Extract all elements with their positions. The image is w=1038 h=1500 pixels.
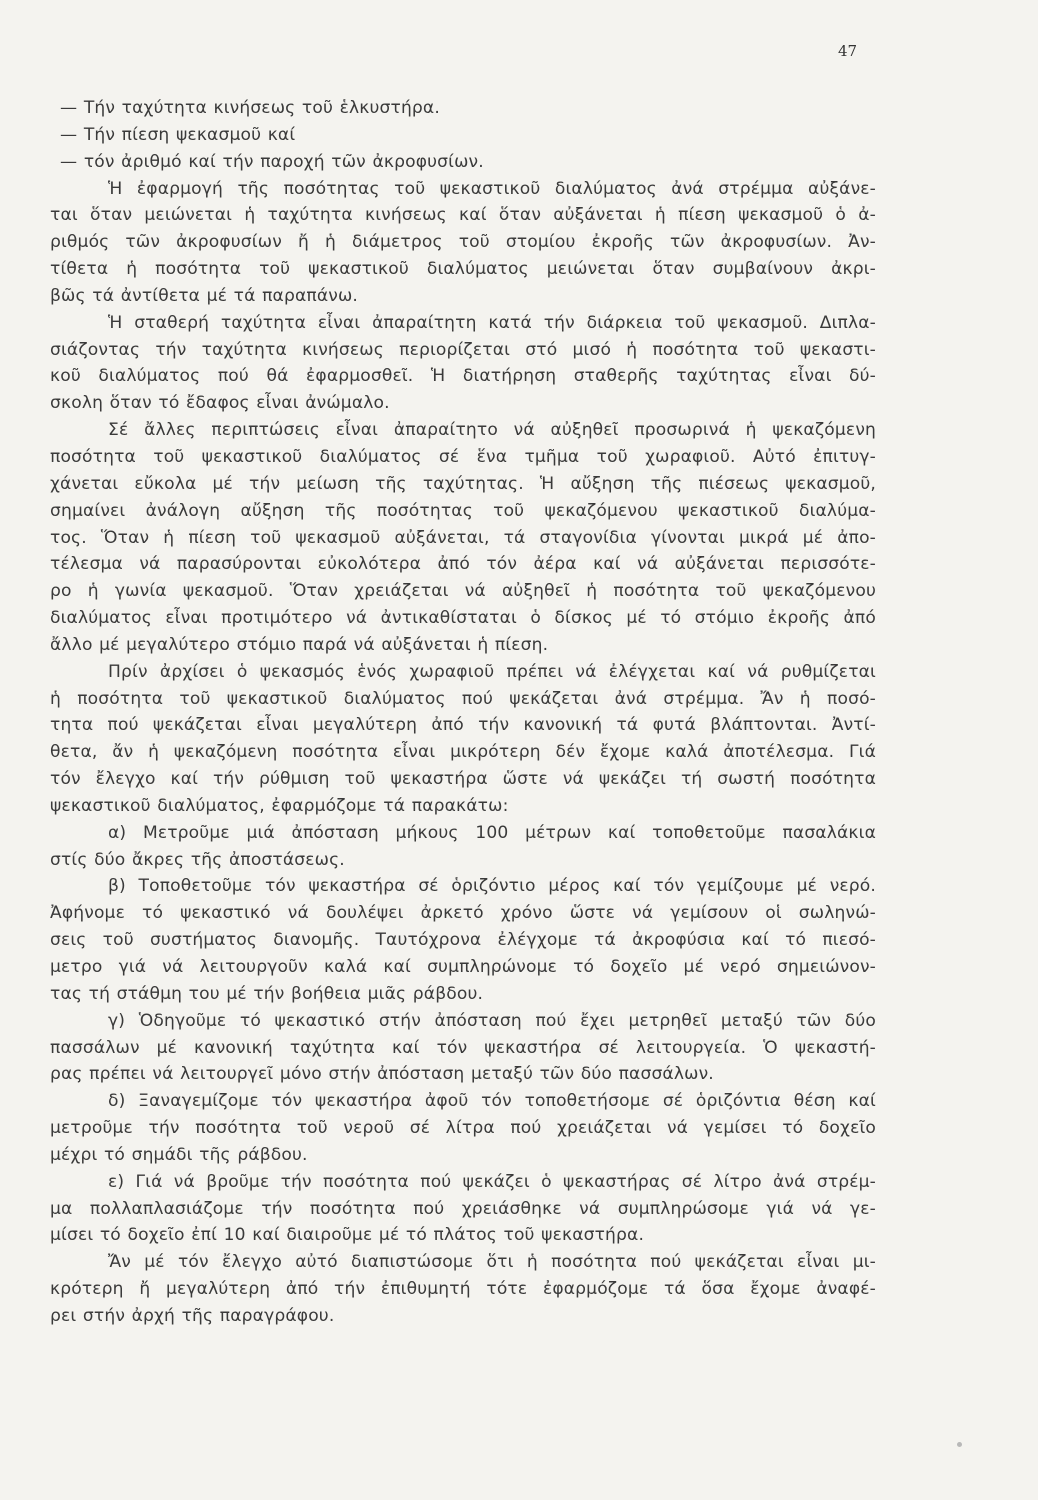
text-line: θετα, ἄν ἡ ψεκαζόμενη ποσότητα εἶναι μικρότερη δέν ἔχομε καλά ἀποτέλεσμα. Γιά — [50, 742, 876, 763]
text-line: ψεκαστικοῦ διαλύματος, ἐφαρμόζομε τά παρακάτω: — [50, 795, 509, 816]
text-line: ἡ ποσότητα τοῦ ψεκαστικοῦ διαλύματος πού ψεκάζεται ἀνά στρέμμα. Ἄν ἡ ποσό- — [50, 688, 876, 709]
text-line: ρει στήν ἀρχή τῆς παραγράφου. — [50, 1305, 335, 1326]
text-line: μετροῦμε τήν ποσότητα τοῦ νεροῦ σέ λίτρα πού χρειάζεται νά γεμίσει τό δοχεῖο — [50, 1118, 876, 1139]
text-line: σκολη ὅταν τό ἔδαφος εἶναι ἀνώμαλο. — [50, 393, 390, 414]
text-line: — Τήν ταχύτητα κινήσεως τοῦ ἑλκυστήρα. — [60, 98, 440, 118]
text-line: σεις τοῦ συστήματος διανομῆς. Ταυτόχρονα ἐλέγχομε τά ἀκροφύσια καί τό πιεσό- — [50, 930, 876, 951]
text-line: ε) Γιά νά βροῦμε τήν ποσότητα πού ψεκάζει ὁ ψεκαστήρας σέ λίτρο ἀνά στρέμ- — [108, 1171, 876, 1192]
text-line: τητα πού ψεκάζεται εἶναι μεγαλύτερη ἀπό τήν κανονική τά φυτά βλάπτονται. Ἀντί- — [50, 715, 876, 736]
text-line: μέχρι τό σημάδι τῆς ράβδου. — [50, 1144, 308, 1165]
text-line: α) Μετροῦμε μιά ἀπόσταση μήκους 100 μέτρων καί τοποθετοῦμε πασαλάκια — [108, 822, 876, 843]
text-line: δ) Ξαναγεμίζομε τόν ψεκαστήρα ἀφοῦ τόν τοποθετήσομε σέ ὁριζόντια θέση καί — [108, 1091, 876, 1112]
text-line: στίς δύο ἄκρες τῆς ἀποστάσεως. — [50, 849, 345, 870]
text-line: ρο ἡ γωνία ψεκασμοῦ. Ὅταν χρειάζεται νά αὐξηθεῖ ἡ ποσότητα τοῦ ψεκαζόμενου — [50, 581, 876, 602]
text-line: σημαίνει ἀνάλογη αὔξηση τῆς ποσότητας τοῦ ψεκαζόμενου ψεκαστικοῦ διαλύμα- — [50, 500, 876, 521]
text-line: τας τή στάθμη του μέ τήν βοήθεια μιᾶς ράβδου. — [50, 983, 484, 1004]
text-line: πασσάλων μέ κανονική ταχύτητα καί τόν ψεκαστήρα σέ λειτουργεία. Ὁ ψεκαστή- — [50, 1037, 876, 1058]
text-line: ται ὅταν μειώνεται ἡ ταχύτητα κινήσεως καί ὅταν αὐξάνεται ἡ πίεση ψεκασμοῦ ὁ ἀ- — [50, 205, 876, 226]
text-line: Σέ ἄλλες περιπτώσεις εἶναι ἀπαραίτητο νά αὐξηθεῖ προσωρινά ἡ ψεκαζόμενη — [108, 420, 876, 441]
text-line: διαλύματος εἶναι προτιμότερο νά ἀντικαθίσταται ὁ δίσκος μέ τό στόμιο ἐκροῆς ἀπό — [50, 608, 876, 629]
text-line: ποσότητα τοῦ ψεκαστικοῦ διαλύματος σέ ἕνα τμῆμα τοῦ χωραφιοῦ. Αὐτό ἐπιτυγ- — [50, 446, 876, 467]
text-line: τέλεσμα νά παρασύρονται εὐκολότερα ἀπό τόν ἀέρα καί νά αὐξάνεται περισσότε- — [50, 554, 876, 575]
text-line: κρότερη ἤ μεγαλύτερη ἀπό τήν ἐπιθυμητή τότε ἐφαρμόζομε τά ὅσα ἔχομε ἀναφέ- — [50, 1279, 876, 1300]
text-line: μετρο γιά νά λειτουργοῦν καλά καί συμπληρώνομε τό δοχεῖο μέ νερό σημειώνον- — [50, 957, 876, 977]
text-line: Ἡ σταθερή ταχύτητα εἶναι ἀπαραίτητη κατά τήν διάρκεια τοῦ ψεκασμοῦ. Διπλα- — [108, 312, 876, 333]
text-line: χάνεται εὔκολα μέ τήν μείωση τῆς ταχύτητας. Ἡ αὔξηση τῆς πιέσεως ψεκασμοῦ, — [50, 473, 876, 494]
page-number: 47 — [838, 42, 858, 60]
text-line: βῶς τά ἀντίθετα μέ τά παραπάνω. — [50, 285, 358, 306]
text-line: β) Τοποθετοῦμε τόν ψεκαστήρα σέ ὁριζόντιο μέρος καί τόν γεμίζουμε μέ νερό. — [108, 876, 876, 897]
text-line: τίθετα ἡ ποσότητα τοῦ ψεκαστικοῦ διαλύματος μειώνεται ὅταν συμβαίνουν ἀκρι- — [50, 259, 876, 280]
text-line: κοῦ διαλύματος πού θά ἐφαρμοσθεῖ. Ἡ διατήρηση σταθερῆς ταχύτητας εἶναι δύ- — [50, 366, 876, 387]
text-line: γ) Ὁδηγοῦμε τό ψεκαστικό στήν ἀπόσταση πού ἔχει μετρηθεῖ μεταξύ τῶν δύο — [108, 1010, 876, 1031]
text-line: Πρίν ἀρχίσει ὁ ψεκασμός ἑνός χωραφιοῦ πρέπει νά ἐλέγχεται καί νά ρυθμίζεται — [108, 661, 876, 682]
text-line: μίσει τό δοχεῖο ἐπί 10 καί διαιροῦμε μέ τό πλάτος τοῦ ψεκαστήρα. — [50, 1225, 645, 1246]
scan-speck — [957, 1442, 962, 1447]
text-line: Ἡ ἐφαρμογή τῆς ποσότητας τοῦ ψεκαστικοῦ διαλύματος ἀνά στρέμμα αὐξάνε- — [108, 178, 876, 199]
text-line: Ἀφήνομε τό ψεκαστικό νά δουλέψει ἀρκετό χρόνο ὥστε νά γεμίσουν οἱ σωληνώ- — [50, 903, 876, 924]
text-line: τόν ἔλεγχο καί τήν ρύθμιση τοῦ ψεκαστήρα ὥστε νά ψεκάζει τή σωστή ποσότητα — [50, 769, 876, 790]
text-line: Ἄν μέ τόν ἔλεγχο αὐτό διαπιστώσομε ὅτι ἡ ποσότητα πού ψεκάζεται εἶναι μι- — [108, 1252, 876, 1273]
text-line: ριθμός τῶν ἀκροφυσίων ἤ ἡ διάμετρος τοῦ στομίου ἐκροῆς τῶν ἀκροφυσίων. Ἀν- — [50, 232, 876, 253]
text-line: μα πολλαπλασιάζομε τήν ποσότητα πού χρειάσθηκε νά συμπληρώσομε γιά νά γε- — [50, 1198, 876, 1219]
text-line: ἄλλο μέ μεγαλύτερο στόμιο παρά νά αὐξάνεται ἡ πίεση. — [50, 634, 549, 655]
text-line: τος. Ὅταν ἡ πίεση τοῦ ψεκασμοῦ αὐξάνεται, τά σταγονίδια γίνονται μικρά μέ ἀπο- — [50, 527, 876, 548]
text-line: ρας πρέπει νά λειτουργεῖ μόνο στήν ἀπόσταση μεταξύ τῶν δύο πασσάλων. — [50, 1064, 714, 1085]
text-line: — Τήν πίεση ψεκασμοῦ καί — [60, 124, 296, 145]
text-line: σιάζοντας τήν ταχύτητα κινήσεως περιορίζεται στό μισό ἡ ποσότητα τοῦ ψεκαστι- — [50, 339, 876, 360]
text-line: — τόν ἀριθμό καί τήν παροχή τῶν ἀκροφυσίων. — [60, 151, 484, 172]
body-text — [50, 95, 876, 1330]
